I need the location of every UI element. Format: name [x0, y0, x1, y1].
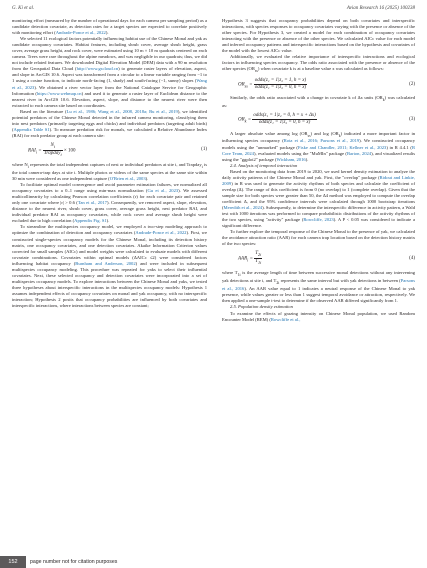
citation-link[interactable]: Wang et al., 2023 — [12, 78, 207, 90]
citation-link[interactable]: Gu et al., 2023 — [147, 188, 179, 194]
paragraph: monitoring effort (measured by the number of operational days for each camera per sampling period) as a candidate detection covariate, as detection rates for a target species are expected to correlate positively with monitoring effort (Andrade-Ponce et al., 2022). — [12, 18, 207, 36]
paragraph: To further explore the temporal response of the Chinese Monal to the presence of yak, we calculated the avoidance attraction ratio (AAR) for each camera trap location based on the detection history matrix of the two species: — [222, 229, 415, 247]
equation-number: (1) — [201, 147, 207, 153]
paragraph: To streamline the multispecies occupancy model, we employed a two-step modeling approach to optimize the combination of detection and occupancy covariates (Andrade-Ponce et al., 2022). First, we constructed single-species occupancy models for the Chinese Monal, including its detection history matrix, one occupancy covariates, and one detection covariates. Akaike Information Criterion values corrected for small samples (AICc) and model weights were calculated to evaluate models with different covariate combinations. Covariates within optimal models (ΔAICc ≤2) were considered factors influencing habitat occupancy (Burnham and Anderson, 2002) and were included in subsequent multispecies occupancy modeling. This procedure was repeated for yaks to select their influential covariates. Next, these selected occupancy and detection covariates were incorporated into a set of multispecies occupancy models. To explore interactions between the Chinese Monal and yaks, we tested three hypotheses about interspecific interactions in the multispecies occupancy models: Hypothesis 1 assumes independent effects of occupancy covariates on monal and yak occupancy, with no interspecific interaction; Hypothesis 2 posits that occupancy probabilities are influenced by both covariates and interspecific interactions, where interactions between species are constant; — [12, 224, 207, 309]
page-footer — [0, 556, 427, 568]
equation-4: $AAR_i$ = $\frac{T_{2i}}{T_{1i}}$ (4) — [238, 251, 415, 266]
citation-link[interactable]: O'Brien et al., 2003 — [109, 176, 146, 182]
paragraph: Based on the literature (Lu et al., 1986; Wang et al., 2008, 2018a; Bu et al., 2019), we identified potential predators of the Chinese Monal detected in the infrared camera monitoring, classifying them into nest predators (primarily targeting eggs and chicks) and individual predators (targeting adult birds) (Appendix Table S1). To measure predation risk for monals, we calculated a Relative Abundance Index (RAI) for each predator group at each camera site: — [12, 108, 208, 138]
citation-link[interactable]: R Core Team, 2024 — [222, 144, 416, 156]
page-number-note: page number not for citation purposes — [30, 559, 118, 565]
section-heading: 2.4. Analysis of temporal interaction — [230, 162, 298, 168]
equation-3: $OR_k$ = $\frac{\text{odds(z₁ = 1|z₂ = 0, h = x + Δx)}}{\text{odds(z₁ = 1|z₂ = 0, h = x)}}$ (3) — [238, 113, 415, 126]
citation-link[interactable]: Appendix Table S1 — [13, 126, 50, 132]
citation-link[interactable]: Barton, 2024 — [346, 150, 372, 156]
paragraph: To facilitate optimal model convergence and avoid parameter estimation failures, we normalized all occupancy covariates to a 0–1 range using min-max normalization (Gu et al., 2023). We assessed multicollinearity by calculating Pearson correlation coefficients (r) for each covariate pair and retained only one covariate where |r| > 0.6 (Tan et al., 2017). Consequently, we removed aspect, slope, elevation, distance to the nearest river, shrub cover, grass cover, average grass height, nest predator RAI, and individual predator RAI as occupancy covariates, while rock cover and average shrub height were excluded due to high correlation (Appendix Fig. S1). — [12, 182, 207, 224]
citation-link[interactable]: Fiske and Chandler, 2011; Kellner et al., 2023 — [297, 144, 387, 150]
citation-link[interactable]: Meredith et al., 2024 — [223, 204, 263, 210]
right-column — [222, 18, 415, 323]
paragraph: where $N_i$ represents the total independent captures of nest or individual predators at site i, and Trapday$_i$ is the total camera-trap days at site i. Multiple photos or videos of the same species at the same site within 30 min were considered as one independent capture (O'Brien et al., 2003). — [12, 162, 207, 182]
url-link[interactable]: https://www.webmap.cn — [36, 90, 82, 96]
citation-link[interactable]: Andrade-Ponce et al., 2022 — [55, 30, 106, 36]
paragraph: Additionally, we evaluated the relative importance of interspecific interactions and ecological factors in influencing species occupancy. The odds ratio associated with the presence or absence of the other species $(OR_{ss})$ when covariate k is at a baseline value x was calculated as follows: — [222, 54, 415, 74]
section-heading: 2.5. Population density estimation — [230, 304, 293, 310]
equation-number: (3) — [409, 116, 415, 122]
equation-number: (4) — [409, 255, 415, 261]
citation-link[interactable]: Lu et al., 1986; Wang et al., 2008, 2018a; Bu et al., 2019 — [66, 108, 178, 114]
equation-number: (2) — [409, 81, 415, 87]
paragraph: where $T_{1i}$ is the average length of time between successive monal detections without any intervening yak detections at site i, and $T_{2i}$ represents the same interval but with yak detections in between (Parsons et al., 2016). An AAR value equal to 1 indicates a neutral response of the Chinese Monal to yak presence, while values greater or less than 1 suggest temporal avoidance or attraction, respectively. We then applied a one-sample t-test to determine if the observed AAR differed significantly from 1. — [222, 270, 416, 304]
citation-link[interactable]: Burnham and Anderson, 2002 — [75, 260, 136, 266]
citation-link[interactable]: Tan et al., 2017 — [77, 200, 107, 206]
paragraph: A larger absolute value among $\log (OR_{ss})$ and $\log (OR_k)$ indicated a more important factor in influencing species occupancy (Rota et al., 2016; Parsons et al., 2019). We constructed occupancy models using the "unmarked" package (Fiske and Chandler, 2011; Kellner et al., 2023) in R 4.4.1 (R Core Team, 2024), evaluated models using the "MuMIn" package (Barton, 2024), and visualized results using the "ggplot2" package (Wickham, 2016). — [222, 130, 416, 162]
running-header — [12, 6, 415, 15]
paragraph: To examine the effects of grazing intensity on Chinese Monal population, we used Random Encounter Model (REM) (Rowcliffe et al., — [222, 310, 415, 322]
citation-link[interactable]: Appendix Fig. S1 — [74, 218, 107, 224]
paragraph: Hypothesis 3 suggests that occupancy probabilities depend on both covariates and interspecific interactions, with species responses to occupancy covariates varying with the presence or absence of the other species. For Hypothesis 3, we created a model for each combination of occupancy covariates interacting with the presence or absence of the other species. We calculated AICc value for each model and inferred occupancy patterns and interspecific interactions based on the hypothesis and covariates of the model with the lowest AICc value. — [222, 18, 415, 54]
citation-link[interactable]: Andrade-Ponce et al., 2022 — [135, 230, 187, 236]
citation-link[interactable]: Rowcliffe, 2023 — [303, 217, 334, 223]
citation-link[interactable]: Rota et al., 2016; Parsons et al., 2019 — [283, 138, 360, 144]
header-journal: Avian Research 16 (2025) 100238 — [346, 6, 415, 11]
left-column — [12, 18, 207, 309]
equation-2: $OR_{ss}$ = $\frac{\text{odds(z₁ = 1|z₂ = 1, h = x)}}{\text{odds(z₁ = 1|z₂ = 0, h = x)}}$ (2) — [238, 78, 415, 91]
citation-link[interactable]: Ridout and Linkie, 2009 — [222, 174, 415, 186]
citation-link[interactable]: Rowcliffe et al., — [270, 316, 301, 322]
paragraph: We selected 11 ecological factors potentially influencing habitat use of the Chinese Monal and yak as candidate occupancy covariates. Habitat features, including shrub cover, average shrub height, grass cover, average grass height, and rock cover, were estimated using 10 m × 10 m quadrats centered on each camera. Trees were rare throughout the alpine meadows, and was negligible in our quadrats; thus, we did not include related features. We downloaded Digital Elevation Model (DEM) data with a 90 m resolution from the Geospatial Data Cloud (http://www.gscloud.cn) to generate raster layers of elevation, aspect, and slope in ArcGIS 10.6. Aspect was transformed from a circular to a linear variable ranging from −1 to 1 using a cosine function, to indicate north-facing (1, shady) and south-facing (−1, sunny) slopes (Wang et al., 2023). We obtained a river vector layer from the National Catalogue Service for Geographic Information (https://www.webmap.cn) and used it to generate a raster layer of Euclidean distance to the nearest river in ArcGIS 10.6. Elevation, aspect, slope, and distance to the nearest river were then extracted to each camera site based on coordinates. — [12, 36, 208, 108]
paragraph: Similarly, the odds ratio associated with a change in covariate k of Δx units $(OR_k)$ was calculated as: — [222, 95, 415, 109]
citation-link[interactable]: Wickham, 2016 — [276, 156, 306, 162]
page-number: 152 — [0, 556, 26, 568]
paragraph: Based on the monitoring data from 2019 to 2020, we used kernel density estimation to analyze the daily activity patterns of the Chinese Monal and yak. First, the "overlap" package (Ridout and Linkie, 2009) in R was used to generate the activity rhythms of both species and calculate the coefficient of overlap (Δ). The range of this coefficient is from 0 (no overlap) to 1 (complete overlap). Given that the sample size for both species were greater than 50, the Δ4 method was employed to compute the overlap coefficient Δ, and the 95% confidence intervals were calculated through 1000 bootstrap iterations (Meredith et al., 2024). Subsequently, to determine the interspecific difference in activity pattern, a Wald test with 1000 iterations was performed to compare probabilistic distributions of the activity rhythms of the two species, using "activity" package (Rowcliffe, 2023). A P < 0.05 was considered to indicate a significant difference. — [222, 168, 415, 229]
equation-1: $RAI_i$ = $\frac{N_i}{Trapday_i}$ × 100 (1) — [28, 142, 207, 157]
citation-link[interactable]: Parsons et al., 2016 — [222, 278, 416, 292]
header-authors: G. Ki et al. — [12, 6, 35, 11]
url-link[interactable]: http://www.gscloud.cn — [76, 66, 119, 72]
